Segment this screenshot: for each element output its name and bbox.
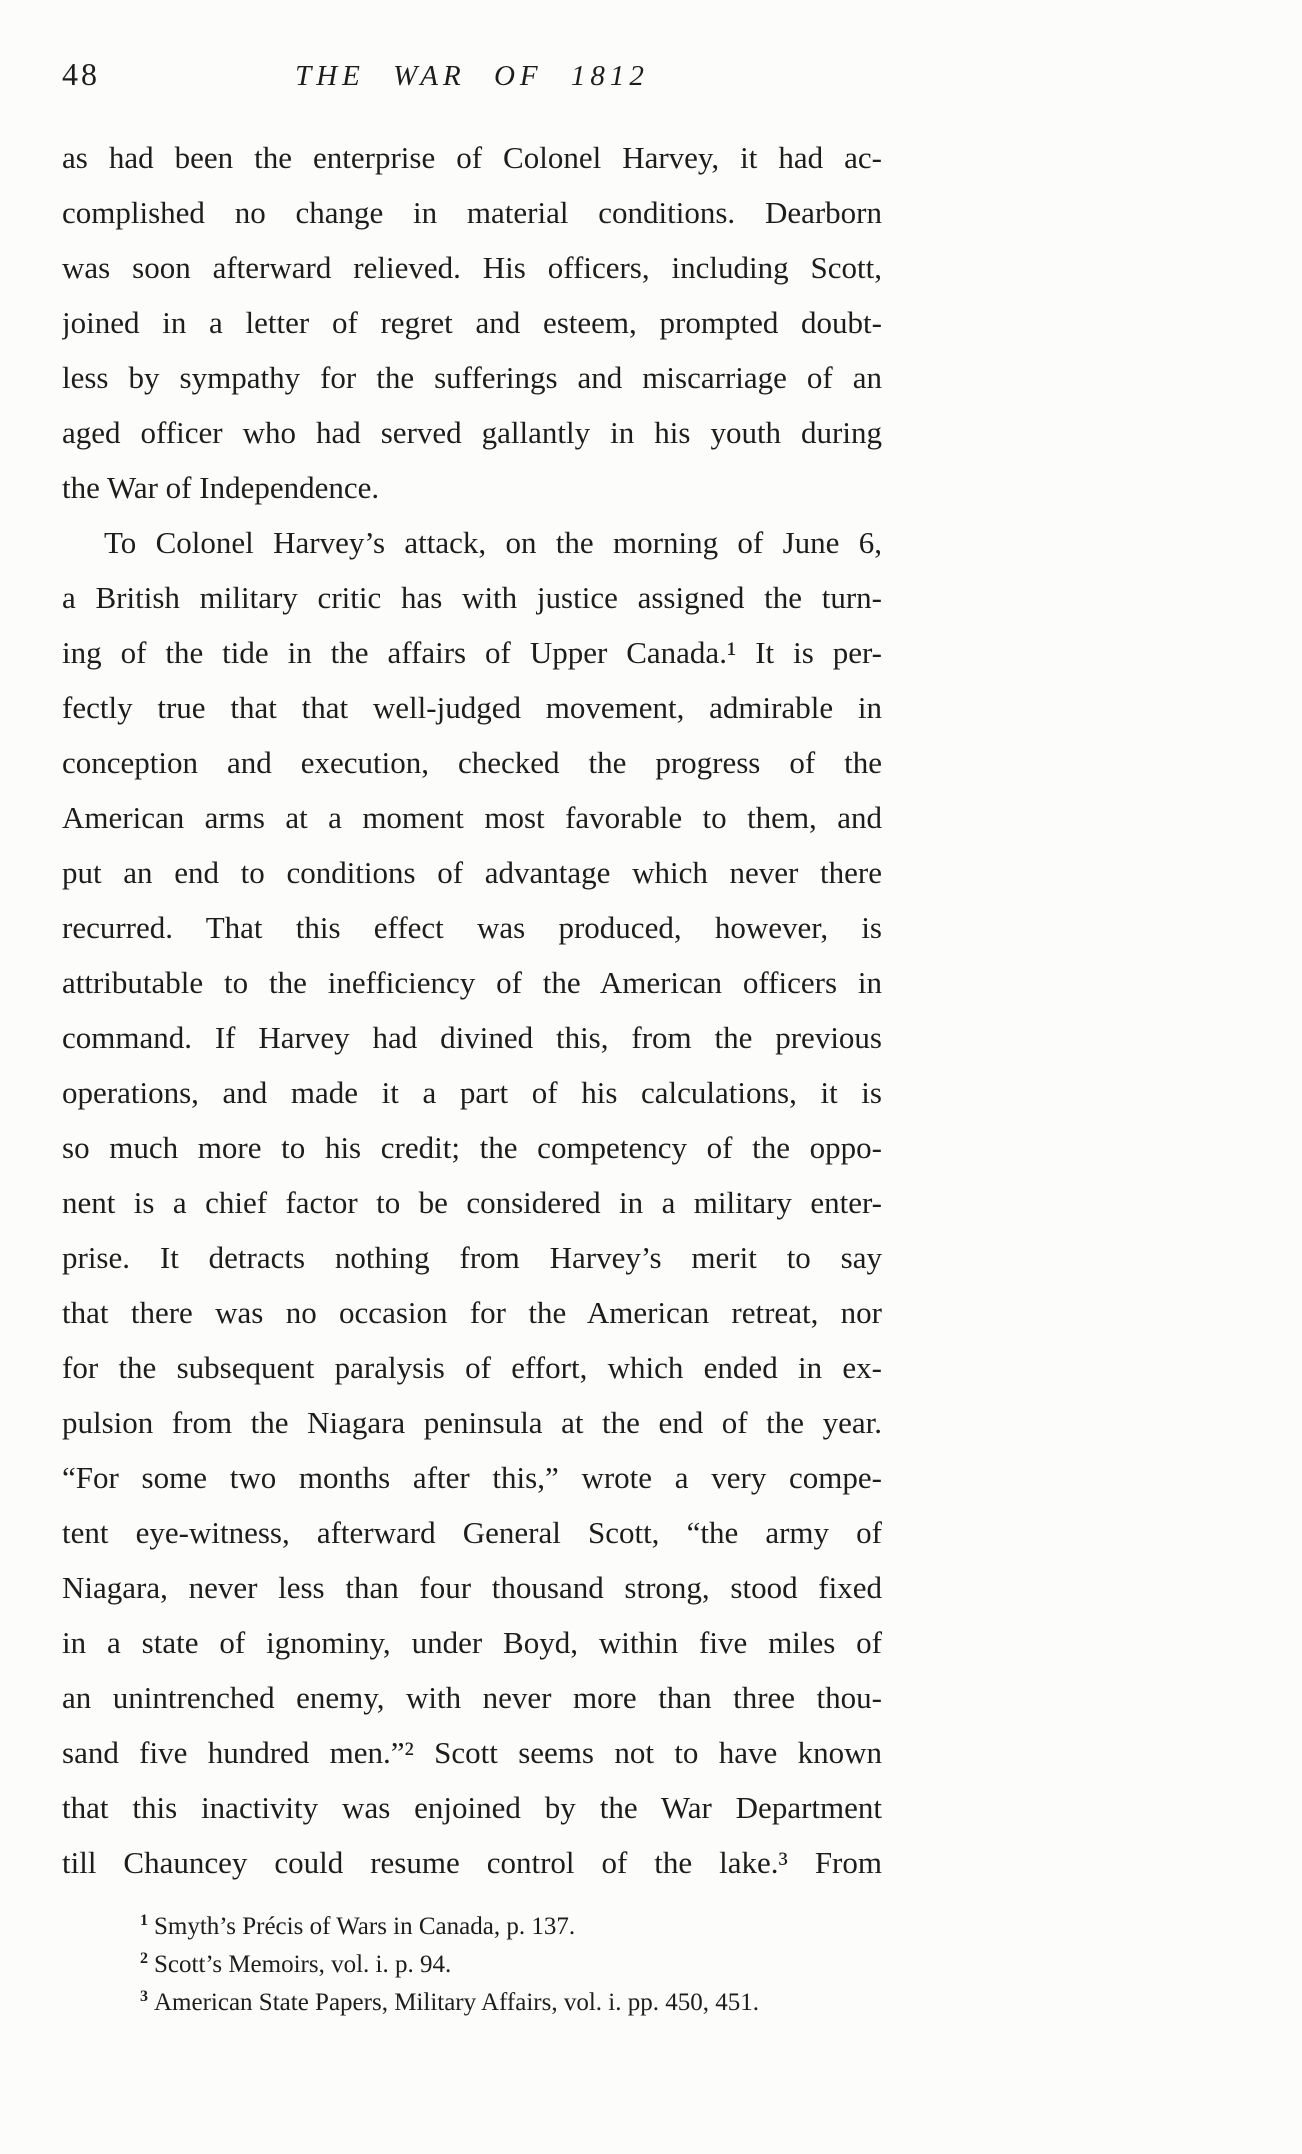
text-line: American arms at a moment most favorable to them, and	[62, 800, 882, 835]
text-line: in a state of ignominy, under Boyd, within five miles of	[62, 1625, 882, 1660]
footnote	[140, 1908, 885, 1946]
text-line: less by sympathy for the sufferings and miscarriage of an	[62, 360, 882, 395]
text-line: To Colonel Harvey’s attack, on the morning of June 6,	[104, 525, 882, 560]
text-line: recurred. That this effect was produced, however, is	[62, 910, 882, 945]
footnotes	[140, 1908, 885, 2022]
text-line: that there was no occasion for the American retreat, nor	[62, 1295, 882, 1330]
text-line: operations, and made it a part of his calculations, it is	[62, 1075, 882, 1110]
text-line: the War of Independence.	[62, 470, 380, 505]
paragraph	[62, 130, 882, 515]
text-line: a British military critic has with justice assigned the turn-	[62, 580, 882, 615]
page-number: 48	[62, 56, 100, 92]
text-line: as had been the enterprise of Colonel Harvey, it had ac-	[62, 140, 882, 175]
text-line: sand five hundred men.”² Scott seems not to have known	[62, 1735, 882, 1770]
footnote-text: Smyth’s Précis of Wars in Canada, p. 137.	[154, 1913, 576, 1940]
footnote	[140, 1984, 885, 2022]
text-line: was soon afterward relieved. His officers, including Scott,	[62, 250, 882, 285]
text-line: tent eye-witness, afterward General Scott, “the army of	[62, 1515, 882, 1550]
text-line: for the subsequent paralysis of effort, which ended in ex-	[62, 1350, 882, 1385]
text-line: put an end to conditions of advantage which never there	[62, 855, 882, 890]
footnote	[140, 1946, 885, 1984]
footnote-marker: 3	[140, 1987, 148, 2005]
text-line: aged officer who had served gallantly in his youth during	[62, 415, 882, 450]
body-text	[62, 130, 882, 1890]
text-line: an unintrenched enemy, with never more than three thou-	[62, 1680, 882, 1715]
text-line: Niagara, never less than four thousand strong, stood fixed	[62, 1570, 882, 1605]
paragraph	[62, 515, 882, 1890]
text-line: pulsion from the Niagara peninsula at the end of the year.	[62, 1405, 882, 1440]
text-line: that this inactivity was enjoined by the War Department	[62, 1790, 882, 1825]
text-line: so much more to his credit; the competency of the oppo-	[62, 1130, 882, 1165]
text-line: nent is a chief factor to be considered in a military enter-	[62, 1185, 882, 1220]
text-line: “For some two months after this,” wrote a very compe-	[62, 1460, 882, 1495]
footnote-text: Scott’s Memoirs, vol. i. p. 94.	[154, 1951, 452, 1978]
footnote-text: American State Papers, Military Affairs, vol. i. pp. 450, 451.	[154, 1989, 759, 2016]
text-line: command. If Harvey had divined this, from the previous	[62, 1020, 882, 1055]
text-line: prise. It detracts nothing from Harvey’s merit to say	[62, 1240, 882, 1275]
text-line: ing of the tide in the affairs of Upper Canada.¹ It is per-	[62, 635, 882, 670]
text-line: conception and execution, checked the progress of the	[62, 745, 882, 780]
running-title: THE WAR OF 1812	[295, 60, 649, 92]
text-line: joined in a letter of regret and esteem, prompted doubt-	[62, 305, 882, 340]
text-line: attributable to the inefficiency of the American officers in	[62, 965, 882, 1000]
text-line: till Chauncey could resume control of the lake.³ From	[62, 1845, 882, 1880]
page-header	[62, 56, 882, 93]
text-line: complished no change in material conditions. Dearborn	[62, 195, 882, 230]
text-line: fectly true that that well-judged movement, admirable in	[62, 690, 882, 725]
footnote-marker: 2	[140, 1949, 148, 1967]
footnote-marker: 1	[140, 1911, 148, 1929]
